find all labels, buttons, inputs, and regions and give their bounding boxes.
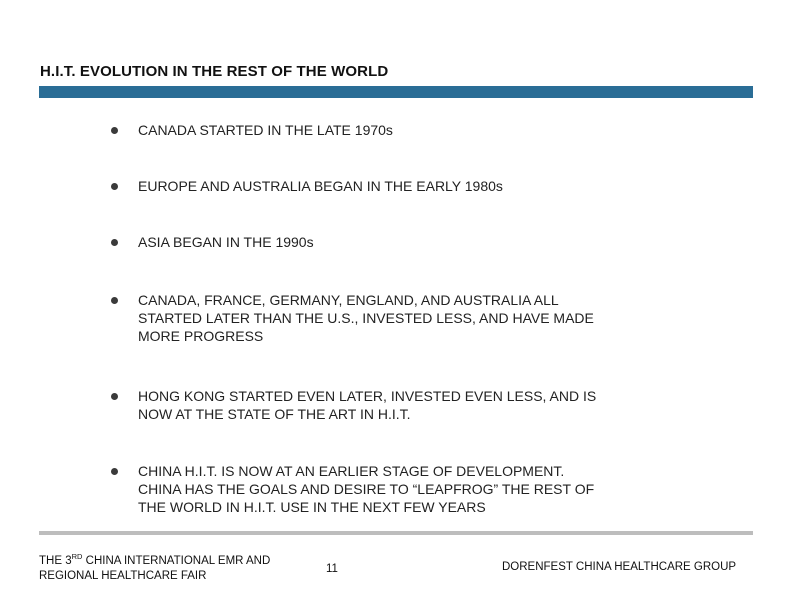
bullet-text (138, 233, 698, 251)
bullet-dot-icon (111, 127, 118, 134)
page-number: 11 (326, 563, 338, 575)
bullet-dot-icon (111, 393, 118, 400)
bullet-line: CHINA HAS THE GOALS AND DESIRE TO “LEAPFROG” THE REST OF (138, 481, 595, 497)
footer-event-line-1 (39, 554, 309, 569)
footer-event-prefix: THE 3 (39, 555, 72, 567)
footer-event-name (39, 554, 309, 584)
bullet-line: NOW AT THE STATE OF THE ART IN H.I.T. (138, 406, 411, 422)
footer-organization: DORENFEST CHINA HEALTHCARE GROUP (502, 561, 737, 573)
bullet-line: THE WORLD IN H.I.T. USE IN THE NEXT FEW YEARS (138, 499, 486, 515)
bullet-dot-icon (111, 297, 118, 304)
bullet-line: MORE PROGRESS (138, 328, 264, 344)
bullet-text (138, 177, 698, 195)
footer-event-suffix: CHINA INTERNATIONAL EMR AND (82, 555, 271, 567)
bullet-dot-icon (111, 239, 118, 246)
bullet-text (138, 387, 698, 423)
bullet-line: STARTED LATER THAN THE U.S., INVESTED LESS, AND HAVE MADE (138, 310, 594, 326)
bullet-text (138, 291, 698, 345)
footer-event-line-2: REGIONAL HEALTHCARE FAIR (39, 570, 207, 582)
slide-title: H.I.T. EVOLUTION IN THE REST OF THE WORLD (40, 63, 389, 80)
bullet-line: CANADA STARTED IN THE LATE 1970s (138, 122, 393, 138)
bullet-line: ASIA BEGAN IN THE 1990s (138, 234, 314, 250)
bullet-dot-icon (111, 468, 118, 475)
footer-divider (39, 531, 753, 535)
bullet-text (138, 121, 698, 139)
footer-event-ordinal: RD (71, 552, 83, 561)
bullet-text (138, 462, 698, 516)
bullet-dot-icon (111, 183, 118, 190)
bullet-line: EUROPE AND AUSTRALIA BEGAN IN THE EARLY 1980s (138, 178, 503, 194)
bullet-line: CHINA H.I.T. IS NOW AT AN EARLIER STAGE OF DEVELOPMENT. (138, 463, 565, 479)
bullet-line: CANADA, FRANCE, GERMANY, ENGLAND, AND AUSTRALIA ALL (138, 292, 559, 308)
bullet-line: HONG KONG STARTED EVEN LATER, INVESTED EVEN LESS, AND IS (138, 388, 597, 404)
